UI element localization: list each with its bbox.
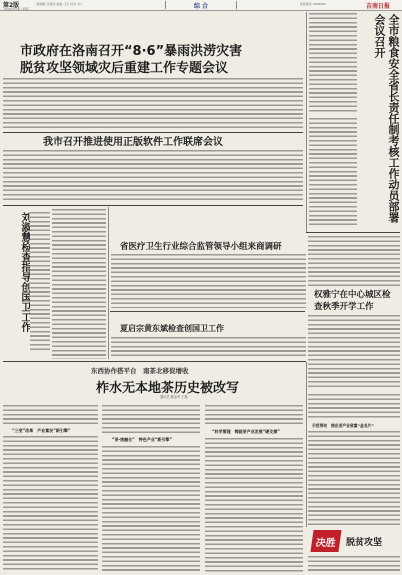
issue-date: 2018年8月8日 星期三 — [4, 8, 31, 11]
software-article-body — [3, 150, 303, 202]
autumn-headline-text: 权雅宁在中心城区检查秋季开学工作 — [314, 290, 391, 312]
medical-headline: 省医疗卫生行业综合监管领导小组来商调研 — [120, 242, 282, 252]
inspection-article-body-2 — [30, 212, 50, 352]
autumn-headline-line1 — [314, 289, 398, 313]
inspection-article-body — [52, 209, 106, 359]
tea-col1-body — [3, 405, 98, 425]
editor-credits: 二版编辑: 张建华 美编: 王宇 校对: 刘一 — [34, 2, 84, 6]
page-number: 第2版 — [3, 2, 20, 9]
poverty-badge — [310, 530, 341, 552]
column-rule — [108, 207, 109, 359]
software-headline: 我市召开推进使用正版软件工作联席会议 — [43, 137, 223, 148]
tea-headline: 柞水无本地茶历史被改写 — [96, 381, 240, 396]
column-rule — [306, 12, 307, 232]
divider — [110, 311, 305, 312]
tea-col3-body-2 — [205, 438, 303, 572]
grain-article-body-left — [309, 13, 357, 113]
tea-col2-body-2 — [102, 446, 200, 572]
right-lower-body-2 — [308, 431, 400, 527]
poverty-title: 脱贫攻坚 — [346, 538, 383, 548]
tea-col3-body — [205, 405, 303, 427]
grain-headline: 全市粮食安全省长责任制考核工作动员部署会议召开 — [373, 14, 400, 223]
autumn-article-body — [308, 315, 400, 390]
poverty-body — [308, 556, 400, 572]
tea-byline: 通讯员 陈金军 王琪 — [160, 395, 188, 399]
tea-subhead-2: “茶·旅融合” 特色产业“新引擎” — [112, 437, 173, 442]
xiahou-article-body — [111, 337, 306, 359]
divider — [306, 232, 400, 233]
main-headline-line1: 市政府在洛南召开“8·6”暴雨洪涝灾害 — [20, 44, 243, 59]
grain-article-body-lower — [309, 118, 357, 228]
right-subhead: 示范带动 推出茶产业致富“金名片” — [312, 423, 374, 428]
poverty-badge-text: 决胜 — [314, 537, 337, 549]
column-rule — [306, 362, 307, 527]
tea-subhead-1: “三变”改革 产业富民“新引擎” — [12, 428, 71, 433]
divider — [3, 205, 303, 206]
divider — [3, 361, 306, 362]
masthead-logo: 吉南日报 — [366, 3, 391, 10]
tea-col1-body-2 — [3, 436, 98, 572]
section-label-text: 综 合 — [193, 2, 209, 10]
right-mid-article-body — [308, 236, 400, 286]
inspection-headline: 刘淑慧检查指导创国卫工作 — [19, 212, 30, 332]
tea-subhead-3: “科学管理 铸就茶产业发展“硬支撑” — [212, 429, 280, 434]
tea-kicker: 东西协作搭平台 南茶北移促增收 — [91, 367, 189, 375]
xiahou-headline: 夏启宗黄东斌检查创国卫工作 — [120, 324, 224, 333]
section-label — [165, 1, 237, 9]
tea-col2-body — [102, 405, 200, 435]
news-hotline: 新闻热线: 0000000 — [300, 2, 326, 6]
medical-article-body — [111, 254, 306, 308]
right-lower-body — [308, 394, 400, 420]
main-headline-line2: 脱贫攻坚领域灾后重建工作专题会议 — [20, 61, 229, 76]
main-article-body — [3, 78, 303, 128]
